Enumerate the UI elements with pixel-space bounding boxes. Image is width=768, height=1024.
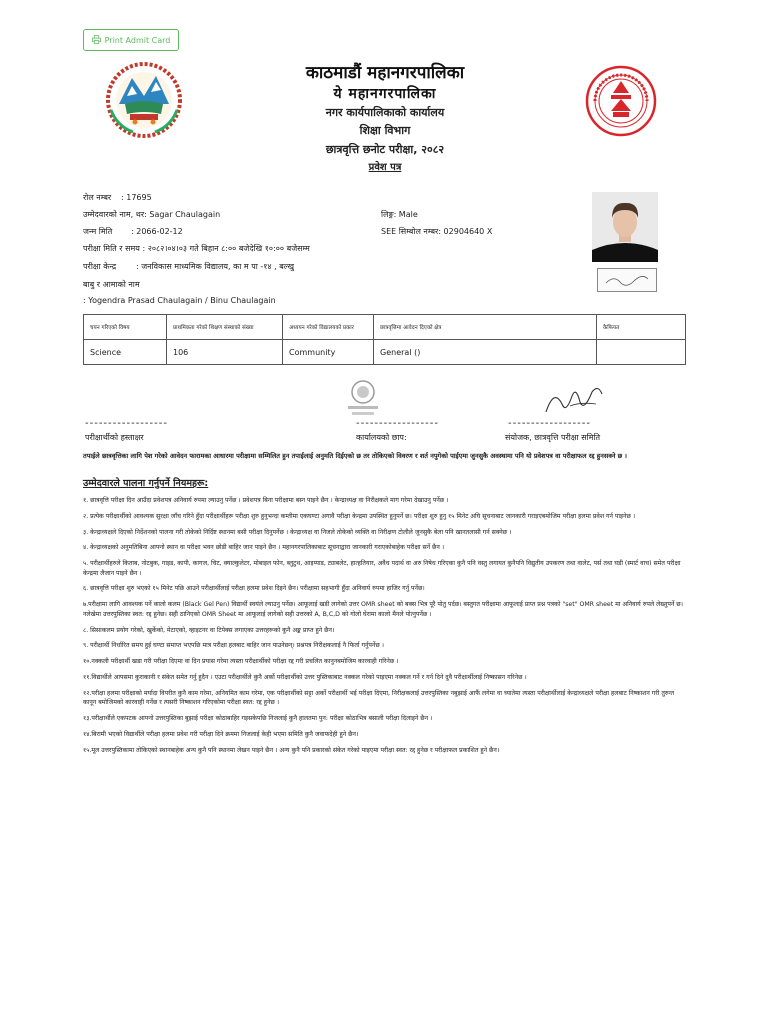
exam-time: परीक्षा मिति र समय : २०८२।०४।०३ गते बिहान ८:०० बजेदेखि १०:०० बजेसम्म: [83, 244, 310, 253]
gender-value: : Male: [393, 210, 418, 219]
exam-centre-row: [83, 260, 294, 273]
dob-label: जन्म मिति: [83, 227, 113, 236]
list-item: ३. केन्द्राध्यक्षले दिएको निर्देशनको पालना गरी तोकेको निर्दिष्ट स्थानमा बसी परीक्षा दिनुपर्नेछ । केन्द्राध्यक्ष वा निजले तोकेको व्यक्ति वा निरीक्षण टोलीले जुनसुकै बेला पनि खानतलासी गर्न सक्नेछ ।: [83, 528, 512, 536]
list-item: ६. छात्रवृत्ति परीक्षा शुरु भएको १५ मिनेट पछि आउने परीक्षार्थीलाई परीक्षा हलमा प्रवेश दिइने छैन। परीक्षामा सहभागी हुँदा अनिवार्य रुपमा हाजिर गर्नु पर्नेछ।: [83, 585, 425, 593]
candidate-name-label: उम्मेदवारको नाम, थर: [83, 210, 145, 219]
remarks-cell: [597, 340, 686, 365]
see-symbol-label: SEE सिम्बोल नम्बर: [381, 227, 439, 236]
exam-name: छात्रवृत्ति छनोट परीक्षा, २०८२: [325, 143, 445, 156]
list-item: १२.परीक्षा हलमा परीक्षाको मर्यादा विपरीत कुनै काम गरेमा, अनियमित काम गरेमा, एक परीक्षार्थीको सट्टा अर्को परीक्षार्थी भई परीक्षा दिएमा, निरीक्षकलाई उत्तरपुस्तिका नबुझाई आफैं लगेमा वा च्यातेमा त्यस्ता परीक्षार्थीलाई केन्द्राध्यक्षले परीक्षा हलबाट निष्काशन गरी तुरुन्त कानून बमोजिमको कारवाही गर्नेछ र त्यसरी निष्काशन गरिएकोमा परीक्षा स्वत: रद्द हुनेछ ।: [83, 689, 674, 707]
department-name: शिक्षा विभाग: [359, 124, 411, 137]
list-item: १५.मूल उत्तरपुस्तिकामा तोकिएको स्थानबाहेक अन्य कुनै पनि स्थानमा लेखन पाइने छैन । अन्य कुनै पनि प्रकारको संकेत गरेको पाइएमा परीक्षा स्वत: रद्द हुनेछ र परीक्षाफल प्रकाशित हुने छैन।: [83, 746, 500, 754]
list-item: ५. परीक्षार्थीहरुले किताब, नोटबुक, गाइड, कापी, कागज, चिट, क्याल्कुलेटर, मोबाइल फोन, ब्लुटुथ, आइप्याड, ट्याबलेट, हात्हतियार, अवैध पदार्थ वा अरु निषेध गरिएका कुनै पनि वस्तु लगायत कुनैपनि विद्युतीय उपकरण तथा वालेट, पर्स तथा घडी (स्मार्ट वाच) समेत परीक्षा केन्द्रमा लैजान पाइने छैन ।: [83, 560, 681, 577]
quota-cell: General (): [374, 340, 597, 365]
dob-value: : 2066-02-12: [131, 227, 183, 236]
list-item: २. प्रत्येक परीक्षार्थीको आवश्यक सुरक्षा जाँच गरिने हुँदा परीक्षार्थीहरू परीक्षा शुरु हुनुभन्दा कम्तीमा एकघण्टा अगावै परीक्षा केन्द्रमा उपस्थित हुनुपर्ने छ। परीक्षा शुरु हुनु १५ मिनेट अघि सूचनाबाट जानकारी गराइएबमोजिम परीक्षा हलमा प्रवेश गर्न पाइनेछ ।: [83, 512, 636, 520]
eligibility-notice: तपाईले छात्रवृत्तिका लागि पेश गरेको आवेदन फारामका आधारमा परीक्षामा सम्मिलित हुन तपाईलाई अनुमति दिईएको छ तर तोकिएको विवरण र शर्त नपुगेको पाईएमा जुनसुकै अवस्थामा पनि यो प्रवेशपत्र वा परीक्षाफल रद्द हुनसक्ने छ ।: [83, 452, 627, 460]
exam-centre-value: : जनविकास माध्यमिक विद्यालय, का म पा -१४ , बल्खु: [136, 262, 295, 271]
rules-title: उम्मेदवारले पालना गर्नुपर्ने नियमहरू:: [83, 478, 209, 489]
municipality-title: काठमाडौं महानगरपालिका: [305, 63, 465, 83]
municipality-title-newari: ये महानगरपालिका: [333, 86, 437, 102]
list-item: १३.परीक्षार्थीले एकपटक आफ्नो उत्तरपुस्तिका बुझाई परीक्षा कोठाबाहिर गइसकेपछि निजलाई कुनै हालतमा पुन: परीक्षा कोठाभित्र बसाली परीक्षा दिलाइने छैन ।: [83, 715, 433, 723]
kathmandu-metropolitan-seal: [585, 65, 657, 137]
coordinator-signature: [540, 378, 610, 422]
coordinator-signature-label: संयोजक, छात्रवृत्ति परीक्षा समिति: [505, 433, 601, 442]
roll-number-value: : 17695: [121, 193, 152, 202]
candidate-name-row: [83, 208, 220, 221]
candidate-name-value: : Sagar Chaulagain: [144, 210, 221, 219]
list-item: १४.बिरामी भएको विद्यार्थीले परीक्षा हलमा प्रवेश गरी परीक्षा दिने क्रममा निजलाई केही भएमा समिति कुनै जवाफदेही हुने छैन।: [83, 730, 359, 738]
list-item: ८. सिसाकलम प्रयोग गरेको, खुर्केको, मेटाएको, व्हाइटनर वा टिपेक्स लगाएका उत्तरहरूको कुनै अङ्क प्राप्त हुने छैन।: [83, 626, 335, 634]
subject-cell: Science: [84, 340, 167, 365]
gender-label: लिङ्ग: [381, 210, 394, 219]
list-item: ४. केन्द्राध्यक्षको अनुमतिबिना आफ्नो स्थान वा परीक्षा भवन छोडी बाहिर जान पाइने छैन । महानगरपालिकाबाट सूचनाद्वारा जानकारी गराएकोबाहेक परीक्षा सर्ने छैन ।: [83, 544, 445, 552]
table-header-cell: अध्ययन गरेको विद्यालयको प्रकार: [283, 315, 374, 340]
table-header-cell: कैफियत: [597, 315, 686, 340]
office-stamp-line: ------------------: [356, 418, 439, 429]
candidate-photo: [592, 192, 658, 262]
document-type: प्रवेश पत्र: [368, 162, 402, 173]
list-item: ११.विद्यार्थीले आपसमा कुराकानी र संकेत समेत गर्नु हुदैन । एउटा परीक्षार्थीले कुनै अर्को परीक्षार्थीको उत्तर पुस्तिकाबाट नक्कल गरेको पाइएमा नक्कल गर्ने र गर्न दिने दुवै परीक्षार्थीलाई निष्कासन गरिनेछ ।: [83, 673, 527, 681]
nepal-emblem-logo: [105, 60, 183, 138]
office-name: नगर कार्यपालिकाको कार्यालय: [325, 106, 445, 119]
table-header-cell: छात्रवृत्तिमा आवेदन दिएको क्षेत्र: [374, 315, 597, 340]
school-type-cell: Community: [283, 340, 374, 365]
dob-row: [83, 225, 183, 238]
admit-card-header: [230, 62, 540, 176]
table-header-cell: प्राथमिकता गरेको शिक्षण संस्थाको संख्या: [167, 315, 283, 340]
table-header-cell: चयन गरिएको विषय: [84, 315, 167, 340]
exam-centre-label: परीक्षा केन्द्र: [83, 262, 117, 271]
printer-icon: [92, 35, 101, 46]
subject-table: [83, 314, 686, 365]
coordinator-signature-line: ------------------: [508, 418, 591, 429]
rules-list: [83, 496, 688, 761]
see-symbol-row: [381, 225, 492, 238]
roll-number-label: रोल नम्बर: [83, 193, 112, 202]
gender-row: [381, 208, 418, 221]
office-stamp-label: कार्यालयको छाप:: [356, 433, 407, 442]
parents-value: : Yogendra Prasad Chaulagain / Binu Chaulagain: [83, 296, 276, 305]
table-row: [84, 340, 686, 365]
table-header-row: [84, 315, 686, 340]
candidate-signature-label: परीक्षार्थीको हस्ताक्षर: [85, 433, 144, 442]
institution-count-cell: 106: [167, 340, 283, 365]
print-button-label: Print Admit Card: [104, 35, 171, 45]
list-item: ९. परीक्षार्थी निर्धारित समय हुई घण्टा समाप्त भएपछि मात्र परीक्षा हलबाट बाहिर जान पाउनेछन्। प्रश्नपत्र निरीक्षकलाई नै फिर्ता गर्नुपर्नेछ ।: [83, 642, 384, 650]
list-item: १०.नक्कली परीक्षार्थी खडा गरी परीक्षा दिएमा वा दिन प्रयास गरेमा त्यस्ता परीक्षार्थीको परीक्षा रद्द गरी प्रचलित कानुनबमोजिम कारवाही गरिनेछ ।: [83, 658, 399, 666]
candidate-signature-thumbnail: [597, 268, 657, 292]
see-symbol-value: : 02904640 X: [438, 227, 493, 236]
roll-number-row: [83, 191, 152, 204]
list-item: १. छात्रवृत्ति परीक्षा दिन आउँदा प्रवेशपत्र अनिवार्य रुपमा ल्याउनु पर्नेछ । प्रवेशपत्र बिना परीक्षामा बस्न पाइने छैन । केन्द्राध्यक्ष वा निरीक्षकले माग गरेमा देखाउनु पर्नेछ ।: [83, 497, 449, 504]
candidate-signature-line: ------------------: [85, 418, 168, 429]
parents-label: बाबु र आमाको नाम: [83, 280, 140, 289]
print-admit-card-button[interactable]: [83, 29, 179, 51]
office-stamp: [340, 378, 386, 420]
list-item: ७.परीक्षामा लागि आवश्यक पर्ने कालो कलम (Black Gel Pen) विद्यार्थी स्वयंले ल्याउनु पर्नेछ। आफूलाई खडी लागेको उत्तर OMR sheet को बक्स भित्र पूरै पोतु पर्दछ। बस्तुगत परीक्षामा आफूलाई प्राप्त प्रश्न पत्रको "set" OMR sheet मा अनिवार्य रुपले लेख्नुपर्ने छ। नलेखेमा उत्तरपुस्तिका स्वत: रद्द हुनेछ। सही ठानिएको OMR Sheet मा आफूलाई लागेको सही उत्तरको A, B,C,D को गोलो घेरामा कालो मैनले पोत्नुपर्नेछ ।: [83, 601, 683, 618]
